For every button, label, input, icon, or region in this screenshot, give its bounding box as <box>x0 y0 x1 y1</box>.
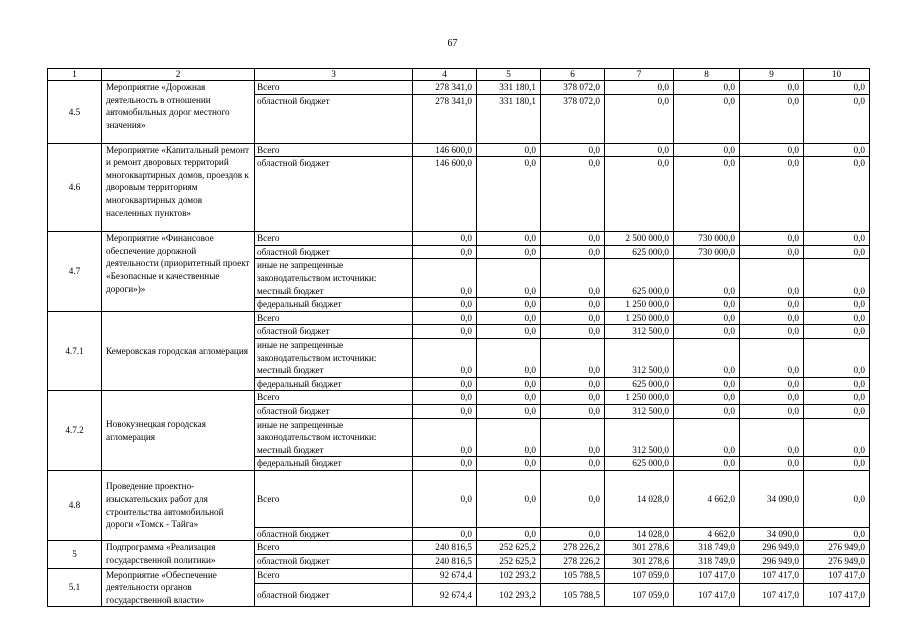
value-cell: 312 500,0 <box>632 444 669 455</box>
value-cell: 0,0 <box>413 232 477 246</box>
value-cell: 102 293,2 <box>477 584 541 607</box>
value-group <box>804 418 870 470</box>
source-label: местный бюджет <box>257 285 324 296</box>
value-group <box>674 259 740 311</box>
value-cell: 0,0 <box>413 404 477 418</box>
value-cell: 0,0 <box>723 444 735 455</box>
value-group <box>740 418 804 470</box>
row-name: Мероприятие «Капитальный ремонт и ремонт дворовых территорий многоквартирных домов, проездов к дворовым территориям многоквартирных домов населенных пунктов» <box>102 143 255 232</box>
value-cell: 730 000,0 <box>674 232 740 246</box>
row-code: 4.6 <box>48 143 102 232</box>
value-cell: 0,0 <box>541 232 605 246</box>
value-cell: 0,0 <box>740 81 804 95</box>
value-cell: 0,0 <box>477 143 541 157</box>
header-cell: 9 <box>740 69 804 81</box>
value-cell: 0,0 <box>853 444 865 455</box>
value-cell: 0,0 <box>477 391 541 405</box>
value-cell: 0,0 <box>804 377 869 391</box>
row-code: 4.8 <box>48 470 102 541</box>
value-cell: 0,0 <box>477 297 540 311</box>
value-cell: 312 500,0 <box>605 325 674 339</box>
value-cell: 625 000,0 <box>605 245 674 259</box>
value-cell: 107 059,0 <box>605 584 674 607</box>
value-cell: 102 293,2 <box>477 568 541 584</box>
value-group <box>413 259 477 311</box>
source-label: областной бюджет <box>255 245 413 259</box>
header-cell: 4 <box>413 69 477 81</box>
value-cell: 318 749,0 <box>674 541 740 555</box>
value-cell: 0,0 <box>460 444 472 455</box>
source-label: Всего <box>255 470 413 527</box>
value-cell: 625 000,0 <box>632 285 669 296</box>
value-cell: 0,0 <box>804 325 870 339</box>
source-label: иные не запрещенные <box>257 260 344 271</box>
value-group <box>477 418 541 470</box>
header-cell: 2 <box>102 69 255 81</box>
value-cell: 0,0 <box>541 245 605 259</box>
value-cell: 0,0 <box>541 404 605 418</box>
source-label: Всего <box>255 391 413 405</box>
value-cell: 0,0 <box>460 285 472 296</box>
value-cell: 0,0 <box>740 157 804 232</box>
source-label: Всего <box>255 311 413 325</box>
value-cell: 0,0 <box>477 311 541 325</box>
header-row <box>48 69 870 81</box>
value-cell: 0,0 <box>740 456 803 470</box>
value-cell: 0,0 <box>413 527 477 541</box>
value-cell: 0,0 <box>853 365 865 376</box>
value-cell: 107 417,0 <box>740 584 804 607</box>
row-name: Проведение проектно-изыскательских работ для строительства автомобильной дороги «Томск - Тайга» <box>102 470 255 541</box>
value-cell: 105 788,5 <box>541 568 605 584</box>
source-label: Всего <box>255 232 413 246</box>
value-cell: 0,0 <box>804 527 870 541</box>
source-label: Всего <box>255 541 413 555</box>
value-cell: 276 949,0 <box>804 541 870 555</box>
value-cell: 0,0 <box>804 404 870 418</box>
value-cell: 378 072,0 <box>541 94 605 143</box>
table-row <box>48 311 870 325</box>
value-group <box>804 259 870 311</box>
value-group <box>674 338 740 390</box>
source-label: областной бюджет <box>255 527 413 541</box>
value-cell: 34 090,0 <box>740 527 804 541</box>
header-cell: 3 <box>255 69 413 81</box>
value-cell: 252 625,2 <box>477 555 541 569</box>
value-group <box>605 418 674 470</box>
source-label: местный бюджет <box>257 444 324 455</box>
source-label: иные не запрещенные <box>257 339 344 350</box>
value-cell: 0,0 <box>477 404 541 418</box>
value-cell: 0,0 <box>541 377 604 391</box>
value-cell: 92 674,4 <box>413 584 477 607</box>
value-cell: 0,0 <box>674 456 739 470</box>
value-cell: 0,0 <box>740 311 804 325</box>
value-cell: 0,0 <box>605 157 674 232</box>
value-cell: 0,0 <box>413 456 476 470</box>
value-cell: 0,0 <box>804 157 870 232</box>
value-cell: 240 816,5 <box>413 541 477 555</box>
value-cell: 0,0 <box>605 143 674 157</box>
header-cell: 1 <box>48 69 102 81</box>
source-label: областной бюджет <box>255 584 413 607</box>
value-cell: 0,0 <box>524 365 536 376</box>
value-cell: 0,0 <box>787 365 799 376</box>
header-cell: 6 <box>541 69 605 81</box>
source-label: федеральный бюджет <box>255 456 412 470</box>
row-code: 4.7 <box>48 232 102 312</box>
header-cell: 7 <box>605 69 674 81</box>
value-cell: 0,0 <box>804 245 870 259</box>
value-cell: 0,0 <box>804 81 870 95</box>
value-cell: 107 417,0 <box>674 584 740 607</box>
value-cell: 296 949,0 <box>740 541 804 555</box>
value-cell: 0,0 <box>723 285 735 296</box>
value-cell: 1 250 000,0 <box>605 297 673 311</box>
value-cell: 14 028,0 <box>605 527 674 541</box>
table-row <box>48 391 870 405</box>
value-cell: 730 000,0 <box>674 245 740 259</box>
row-name: Кемеровская городская агломерация <box>102 311 255 391</box>
value-cell: 0,0 <box>804 456 869 470</box>
value-cell: 0,0 <box>477 470 541 527</box>
value-cell: 0,0 <box>541 325 605 339</box>
source-label-group <box>255 418 413 470</box>
value-cell: 0,0 <box>460 365 472 376</box>
value-group <box>804 338 870 390</box>
value-cell: 0,0 <box>477 377 540 391</box>
value-cell: 301 278,6 <box>605 555 674 569</box>
value-cell: 0,0 <box>674 325 740 339</box>
value-cell: 0,0 <box>524 444 536 455</box>
value-cell: 4 662,0 <box>674 470 740 527</box>
table-row <box>48 143 870 157</box>
source-label: областной бюджет <box>255 157 413 232</box>
value-cell: 0,0 <box>524 285 536 296</box>
value-cell: 0,0 <box>477 456 540 470</box>
value-group <box>477 259 541 311</box>
value-cell: 252 625,2 <box>477 541 541 555</box>
value-group <box>740 259 804 311</box>
value-cell: 1 250 000,0 <box>605 311 674 325</box>
value-cell: 331 180,1 <box>477 94 541 143</box>
value-group <box>541 418 605 470</box>
value-cell: 0,0 <box>740 143 804 157</box>
value-cell: 0,0 <box>740 94 804 143</box>
value-cell: 318 749,0 <box>674 555 740 569</box>
row-code: 5 <box>48 541 102 568</box>
value-cell: 378 072,0 <box>541 81 605 95</box>
value-cell: 0,0 <box>413 391 477 405</box>
row-code: 4.7.1 <box>48 311 102 391</box>
value-cell: 1 250 000,0 <box>605 391 674 405</box>
value-cell: 34 090,0 <box>740 470 804 527</box>
source-label: Всего <box>255 81 413 95</box>
value-cell: 92 674,4 <box>413 568 477 584</box>
value-cell: 0,0 <box>588 365 600 376</box>
value-cell: 0,0 <box>804 391 870 405</box>
value-cell: 278 226,2 <box>541 541 605 555</box>
value-cell: 0,0 <box>413 245 477 259</box>
value-cell: 0,0 <box>804 470 870 527</box>
value-cell: 0,0 <box>674 311 740 325</box>
value-cell: 625 000,0 <box>605 456 673 470</box>
source-label: Всего <box>255 568 413 584</box>
value-cell: 0,0 <box>740 325 804 339</box>
value-cell: 0,0 <box>413 297 476 311</box>
row-code: 5.1 <box>48 568 102 607</box>
value-cell: 301 278,6 <box>605 541 674 555</box>
value-cell: 0,0 <box>740 377 803 391</box>
value-cell: 0,0 <box>740 297 803 311</box>
value-cell: 0,0 <box>541 311 605 325</box>
table-row <box>48 470 870 527</box>
value-cell: 240 816,5 <box>413 555 477 569</box>
row-name: Мероприятие «Финансовое обеспечение дорожной деятельности (приоритетный проект «Безопасные и качественные дороги»)» <box>102 232 255 312</box>
value-cell: 296 949,0 <box>740 555 804 569</box>
budget-table <box>47 68 870 607</box>
table-row <box>48 81 870 95</box>
value-cell: 0,0 <box>588 285 600 296</box>
value-cell: 0,0 <box>804 143 870 157</box>
header-cell: 10 <box>804 69 870 81</box>
value-cell: 0,0 <box>740 404 804 418</box>
value-cell: 0,0 <box>413 377 476 391</box>
source-label: законодательством источники: <box>257 352 377 363</box>
value-group <box>605 259 674 311</box>
source-label-group <box>255 259 413 311</box>
value-cell: 0,0 <box>674 157 740 232</box>
value-cell: 0,0 <box>541 143 605 157</box>
value-cell: 0,0 <box>674 391 740 405</box>
value-group <box>740 338 804 390</box>
source-label: законодательством источники: <box>257 272 377 283</box>
value-cell: 278 341,0 <box>413 94 477 143</box>
source-label: законодательством источники: <box>257 432 377 443</box>
value-cell: 0,0 <box>541 297 604 311</box>
value-cell: 0,0 <box>413 325 477 339</box>
value-group <box>674 418 740 470</box>
value-cell: 107 417,0 <box>804 584 870 607</box>
value-cell: 107 417,0 <box>740 568 804 584</box>
value-cell: 0,0 <box>477 232 541 246</box>
value-cell: 14 028,0 <box>605 470 674 527</box>
value-cell: 0,0 <box>541 157 605 232</box>
value-cell: 0,0 <box>804 232 870 246</box>
value-cell: 107 417,0 <box>674 568 740 584</box>
value-cell: 0,0 <box>723 365 735 376</box>
value-cell: 107 417,0 <box>804 568 870 584</box>
row-name: Мероприятие «Обеспечение деятельности органов государственной власти» <box>102 568 255 607</box>
value-cell: 278 341,0 <box>413 81 477 95</box>
value-group <box>413 418 477 470</box>
row-name: Мероприятие «Дорожная деятельность в отношении автомобильных дорог местного значения» <box>102 81 255 144</box>
value-cell: 0,0 <box>674 94 740 143</box>
value-cell: 0,0 <box>740 391 804 405</box>
value-cell: 0,0 <box>477 527 541 541</box>
value-cell: 0,0 <box>787 444 799 455</box>
source-label: местный бюджет <box>257 365 324 376</box>
header-cell: 5 <box>477 69 541 81</box>
row-name: Новокузнецкая городская агломерация <box>102 391 255 471</box>
value-cell: 0,0 <box>787 285 799 296</box>
value-group <box>413 338 477 390</box>
value-cell: 0,0 <box>740 245 804 259</box>
value-cell: 312 500,0 <box>605 404 674 418</box>
value-group <box>541 338 605 390</box>
table-row <box>48 232 870 246</box>
value-cell: 0,0 <box>804 297 869 311</box>
value-cell: 276 949,0 <box>804 555 870 569</box>
value-cell: 0,0 <box>804 94 870 143</box>
value-cell: 0,0 <box>541 527 605 541</box>
value-cell: 0,0 <box>588 444 600 455</box>
value-cell: 105 788,5 <box>541 584 605 607</box>
value-cell: 107 059,0 <box>605 568 674 584</box>
value-cell: 0,0 <box>477 325 541 339</box>
value-group <box>605 338 674 390</box>
value-cell: 625 000,0 <box>605 377 673 391</box>
value-cell: 0,0 <box>477 157 541 232</box>
table-row <box>48 541 870 555</box>
value-cell: 0,0 <box>674 404 740 418</box>
value-cell: 331 180,1 <box>477 81 541 95</box>
row-code: 4.7.2 <box>48 391 102 471</box>
value-cell: 0,0 <box>674 81 740 95</box>
value-cell: 2 500 000,0 <box>605 232 674 246</box>
source-label: областной бюджет <box>255 555 413 569</box>
value-cell: 0,0 <box>674 297 739 311</box>
value-cell: 4 662,0 <box>674 527 740 541</box>
page-number: 67 <box>447 38 458 49</box>
source-label-group <box>255 338 413 390</box>
value-cell: 278 226,2 <box>541 555 605 569</box>
value-cell: 146 600,0 <box>413 143 477 157</box>
value-cell: 0,0 <box>804 311 870 325</box>
value-group <box>477 338 541 390</box>
value-cell: 146 600,0 <box>413 157 477 232</box>
value-cell: 0,0 <box>541 391 605 405</box>
source-label: федеральный бюджет <box>255 377 412 391</box>
value-group <box>541 259 605 311</box>
value-cell: 0,0 <box>477 245 541 259</box>
source-label: областной бюджет <box>255 94 413 143</box>
value-cell: 0,0 <box>413 311 477 325</box>
source-label: областной бюджет <box>255 404 413 418</box>
value-cell: 0,0 <box>605 81 674 95</box>
value-cell: 0,0 <box>605 94 674 143</box>
header-cell: 8 <box>674 69 740 81</box>
table-row <box>48 568 870 584</box>
value-cell: 0,0 <box>541 456 604 470</box>
value-cell: 312 500,0 <box>632 365 669 376</box>
value-cell: 0,0 <box>674 143 740 157</box>
source-label: иные не запрещенные <box>257 419 344 430</box>
source-label: областной бюджет <box>255 325 413 339</box>
value-cell: 0,0 <box>674 377 739 391</box>
source-label: Всего <box>255 143 413 157</box>
source-label: федеральный бюджет <box>255 297 412 311</box>
value-cell: 0,0 <box>541 470 605 527</box>
row-name: Подпрограмма «Реализация государственной политики» <box>102 541 255 568</box>
value-cell: 0,0 <box>740 232 804 246</box>
row-code: 4.5 <box>48 81 102 144</box>
value-cell: 0,0 <box>853 285 865 296</box>
value-cell: 0,0 <box>413 470 477 527</box>
